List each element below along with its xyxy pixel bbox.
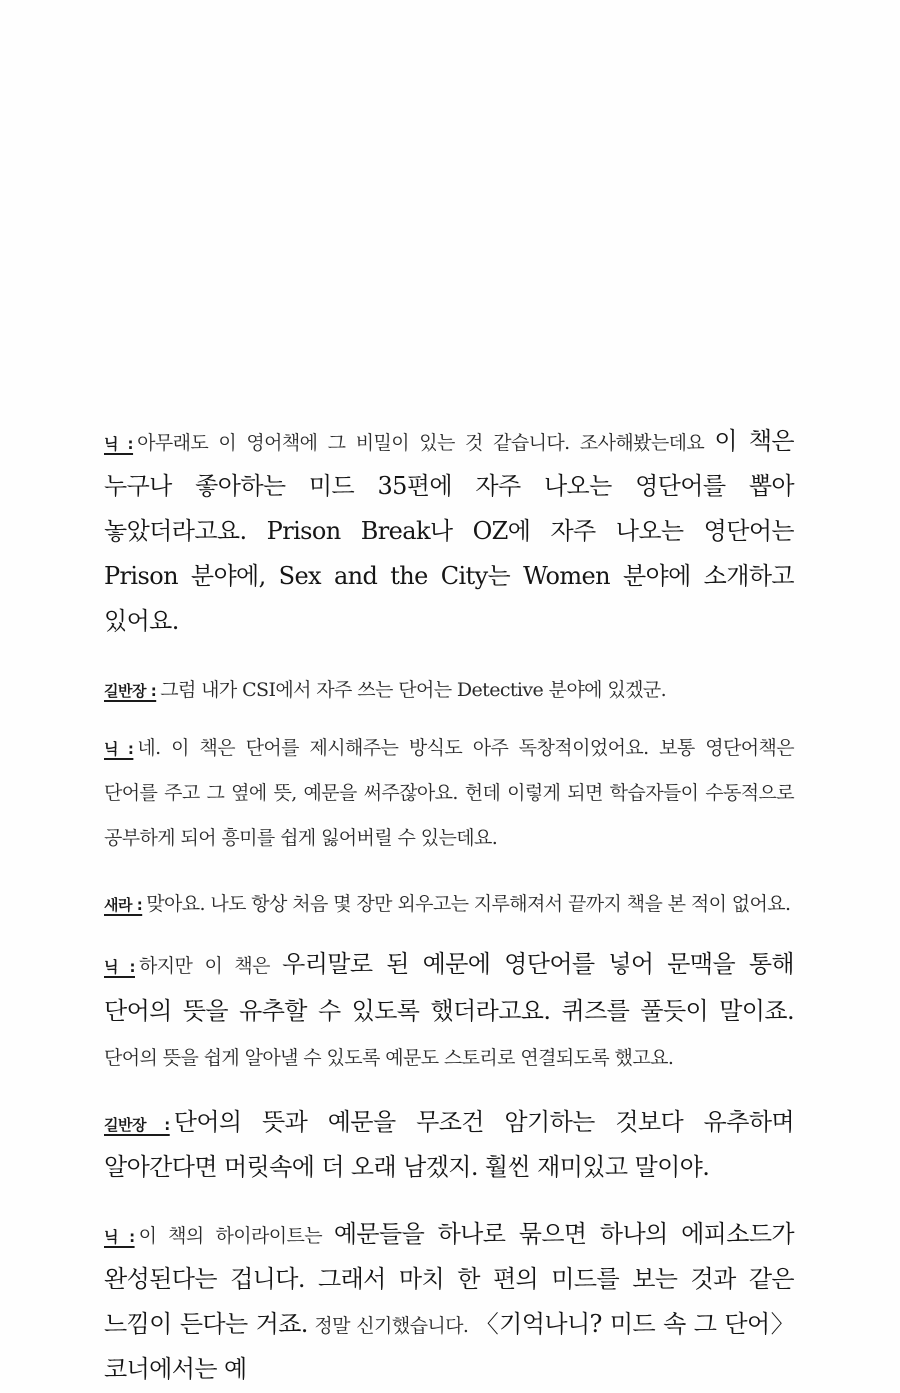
- speaker-label: 길반장 :: [104, 1116, 170, 1134]
- dialogue-paragraph-nick-1: [104, 420, 794, 645]
- dialogue-paragraph-nick-4: [104, 1213, 794, 1393]
- dialogue-text-emphasis: 우리말로 된 예문에 영단어를 넣어 문맥을 통해 단어의 뜻을 유추할 수 있도록 했더라고요. 퀴즈를 풀듯이 말이죠.: [104, 950, 794, 1025]
- speaker-label: 길반장 :: [104, 682, 157, 700]
- dialogue-text-emphasis: 〈기억나니? 미드 속 그 단어〉 코너에서는 예: [104, 1310, 794, 1383]
- dialogue-text-emphasis: 이 책은 누구나 좋아하는 미드 35편에 자주 나오는 영단어를 뽑아 놓았더라고요. Prison Break나 OZ에 자주 나오는 영단어는 Prison 분야에, Sex and the City는 Women 분야에 소개하고 있어요.: [104, 427, 794, 635]
- dialogue-body: [104, 420, 794, 1393]
- dialogue-paragraph-nick-3: [104, 942, 794, 1081]
- speaker-label: 닉 :: [104, 1228, 135, 1246]
- dialogue-paragraph-nick-2: [104, 726, 794, 861]
- dialogue-text: 아무래도 이 영어책에 그 비밀이 있는 것 같습니다. 조사해봤는데요: [137, 432, 715, 454]
- dialogue-paragraph-gil-1: [104, 673, 794, 708]
- dialogue-text: 하지만 이 책은: [138, 955, 283, 977]
- dialogue-paragraph-gil-2: [104, 1101, 794, 1191]
- dialogue-text: 단어의 뜻을 쉽게 알아낼 수 있도록 예문도 스토리로 연결되도록 했고요.: [104, 1047, 674, 1069]
- dialogue-text: 이 책의 하이라이트는: [138, 1225, 334, 1247]
- speaker-label: 닉 :: [104, 435, 134, 453]
- speaker-label: 새라 :: [104, 896, 143, 914]
- dialogue-text-emphasis: 단어의 뜻과 예문을 무조건 암기하는 것보다 유추하며 알아간다면 머릿속에 더 오래 남겠지. 훨씬 재미있고 말이야.: [104, 1108, 794, 1181]
- dialogue-text-emphasis: 예문들을 하나로 묶으면 하나의 에피소드가 완성된다는 겁니다. 그래서 마치 한 편의 미드를 보는 것과 같은 느낌이 든다는 거죠.: [104, 1220, 794, 1338]
- dialogue-text: 네. 이 책은 단어를 제시해주는 방식도 아주 독창적이었어요. 보통 영단어책은 단어를 주고 그 옆에 뜻, 예문을 써주잖아요. 헌데 이렇게 되면 학습자들이 수동적으로 공부하게 되어 흥미를 쉽게 잃어버릴 수 있는데요.: [104, 737, 794, 849]
- speaker-label: 닉 :: [104, 958, 135, 976]
- dialogue-text: 맞아요. 나도 항상 처음 몇 장만 외우고는 지루해져서 끝까지 책을 본 적이 없어요.: [146, 893, 791, 915]
- dialogue-text: 정말 신기했습니다.: [307, 1315, 475, 1337]
- dialogue-text: 그럼 내가 CSI에서 자주 쓰는 단어는 Detective 분야에 있겠군.: [160, 679, 667, 701]
- speaker-label: 닉 :: [104, 740, 134, 758]
- dialogue-paragraph-sara-1: [104, 883, 794, 926]
